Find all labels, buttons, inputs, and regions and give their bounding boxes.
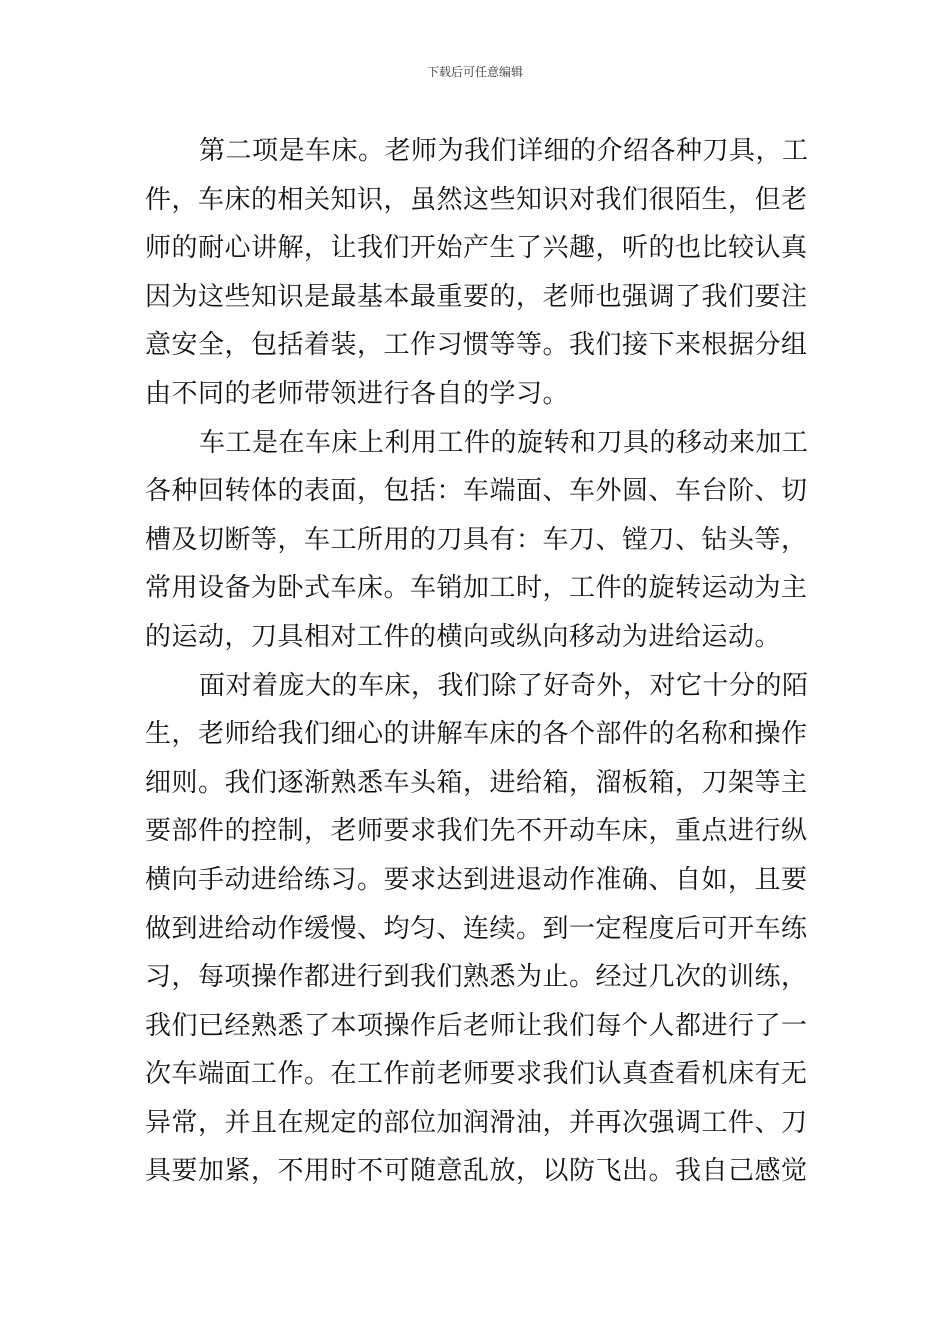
text-line: 由不同的老师带领进行各自的学习。	[145, 378, 570, 409]
text-line: 要部件的控制，老师要求我们先不开动车床，重点进行纵	[145, 816, 808, 847]
text-line: 习，每项操作都进行到我们熟悉为止。经过几次的训练，	[145, 962, 808, 993]
text-line: 异常，并且在规定的部位加润滑油，并再次强调工件、刀	[145, 1107, 808, 1138]
text-line: 次车端面工作。在工作前老师要求我们认真查看机床有无	[145, 1059, 808, 1090]
document-body	[145, 127, 809, 1196]
text-line: 第二项是车床。老师为我们详细的介绍各种刀具，工	[199, 136, 809, 166]
text-line: 生，老师给我们细心的讲解车床的各个部件的名称和操作	[145, 719, 808, 750]
text-line: 我们已经熟悉了本项操作后老师让我们每个人都进行了一	[145, 1010, 808, 1041]
text-line: 车工是在车床上利用工件的旋转和刀具的移动来加工	[199, 427, 809, 458]
text-line: 常用设备为卧式车床。车销加工时，工件的旋转运动为主	[145, 573, 808, 604]
text-line: 件，车床的相关知识，虽然这些知识对我们很陌生，但老	[145, 184, 808, 215]
text-line: 槽及切断等，车工所用的刀具有：车刀、镗刀、钻头等，	[145, 524, 808, 555]
text-line: 做到进给动作缓慢、均匀、连续。到一定程度后可开车练	[145, 913, 808, 944]
text-line: 各种回转体的表面，包括：车端面、车外圆、车台阶、切	[145, 476, 808, 507]
text-line: 横向手动进给练习。要求达到进退动作准确、自如，且要	[145, 864, 808, 895]
text-line: 因为这些知识是最基本最重要的，老师也强调了我们要注	[145, 281, 808, 312]
page-header	[0, 64, 950, 80]
text-line: 细则。我们逐渐熟悉车头箱，进给箱，溜板箱，刀架等主	[145, 767, 808, 798]
paragraph-lathe-practice	[145, 662, 809, 1197]
paragraph-turning-definition	[145, 419, 809, 662]
text-line: 的运动，刀具相对工件的横向或纵向移动为进给运动。	[145, 621, 782, 652]
text-line: 师的耐心讲解，让我们开始产生了兴趣，听的也比较认真	[145, 233, 808, 264]
text-line: 意安全，包括着装，工作习惯等等。我们接下来根据分组	[145, 330, 808, 361]
paragraph-lathe-intro	[145, 127, 809, 419]
text-line: 具要加紧，不用时不可随意乱放，以防飞出。我自己感觉	[145, 1156, 808, 1187]
header-text: 下载后可任意编辑	[426, 65, 523, 79]
text-line: 面对着庞大的车床，我们除了好奇外，对它十分的陌	[199, 670, 809, 701]
